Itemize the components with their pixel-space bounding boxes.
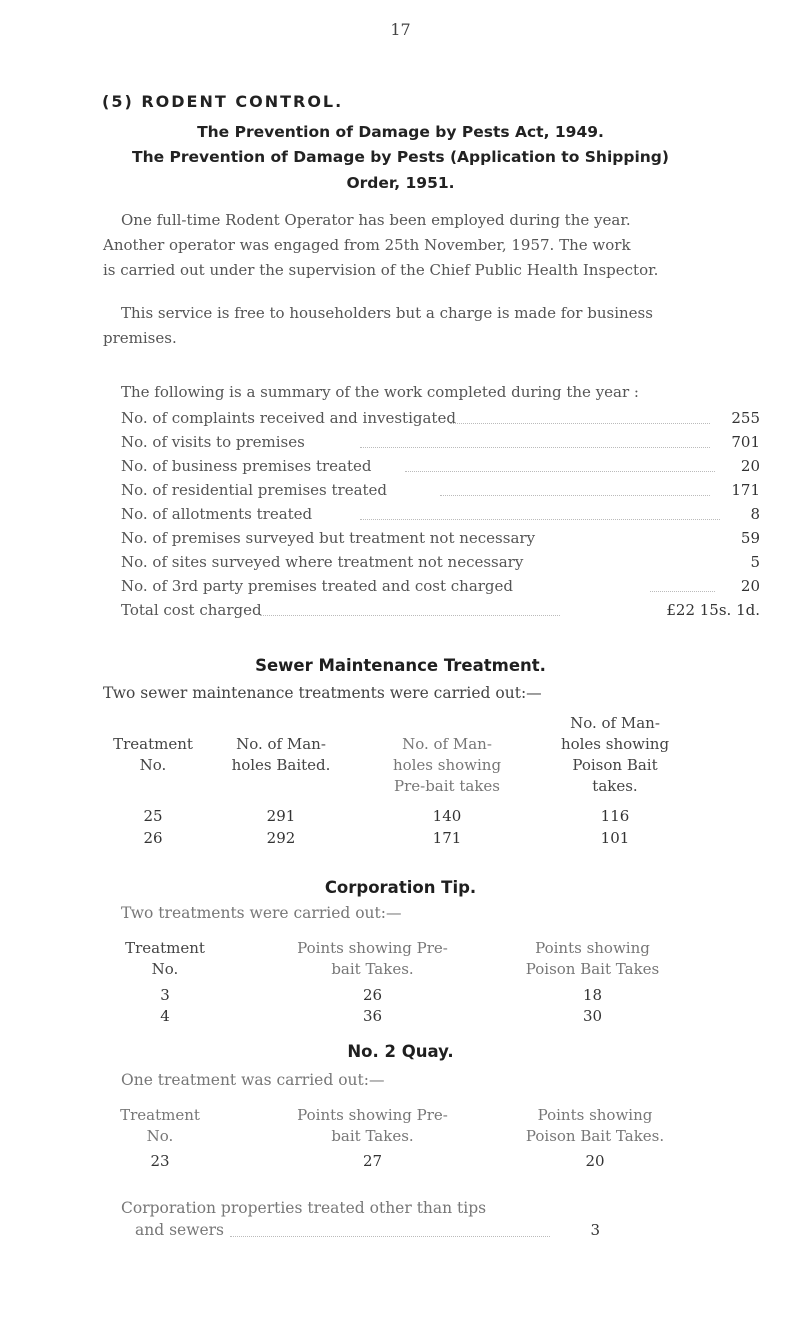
quay-cell: 23 [150,1152,170,1170]
sewer-header-baited [222,734,340,776]
quay-header-prebait [285,1105,460,1147]
leader-dots [405,471,715,472]
summary-value: 255 [731,409,760,427]
tip-header-poison [505,938,680,980]
header-line: Points showing Pre- [297,1106,448,1124]
leader-dots [230,1236,550,1237]
act-title-2: The Prevention of Damage by Pests (Application to Shipping) [132,148,669,166]
leader-dots [260,615,560,616]
footer-line-1: Corporation properties treated other than tips [121,1199,487,1217]
summary-label: No. of 3rd party premises treated and cost charged [121,577,514,595]
summary-label: No. of allotments treated [121,505,313,523]
header-line: Pre-bait takes [394,777,500,795]
header-line: Points showing Pre- [297,939,448,957]
header-line: No. [139,756,167,774]
sewer-cell: 291 [266,807,296,825]
tip-cell: 3 [160,986,170,1004]
footer-value: 3 [590,1221,600,1239]
header-line: No. of Man- [236,735,326,753]
leader-dots [440,495,710,496]
summary-value: 5 [750,553,760,571]
header-line: No. [151,960,179,978]
sewer-cell: 292 [266,829,296,847]
tip-header-prebait [285,938,460,980]
act-title-1: The Prevention of Damage by Pests Act, 1949. [197,123,604,141]
sewer-section-title: Sewer Maintenance Treatment. [255,656,546,675]
summary-value: 8 [750,505,760,523]
section-number: (5) [102,92,134,111]
sewer-cell: 140 [432,807,462,825]
paragraph-line: Another operator was engaged from 25th November, 1957. The work [103,236,631,254]
leader-dots [450,423,710,424]
quay-cell: 27 [362,1152,383,1170]
summary-label: No. of residential premises treated [121,481,388,499]
quay-cell: 20 [585,1152,605,1170]
paragraph-line: This service is free to householders but a charge is made for business [121,304,653,322]
header-line: No. of Man- [570,714,660,732]
leader-dots [360,519,720,520]
tip-cell: 4 [160,1007,170,1025]
paragraph-line: is carried out under the supervision of the Chief Public Health Inspector. [103,261,659,279]
tip-header-treatment [110,938,220,980]
leader-dots [360,447,710,448]
header-line: Treatment [113,735,193,753]
summary-label: No. of visits to premises [121,433,305,451]
header-line: Points showing [535,939,650,957]
header-line: holes showing [392,756,502,774]
header-line: bait Takes. [331,960,414,978]
sewer-cell: 171 [432,829,462,847]
quay-section-title: No. 2 Quay. [347,1042,454,1061]
summary-value: 171 [731,481,760,499]
header-line: Treatment [125,939,205,957]
header-line: holes Baited. [231,756,331,774]
sewer-cell: 101 [600,829,630,847]
section-title: RODENT CONTROL. [141,92,344,111]
header-line: Treatment [120,1106,200,1124]
header-line: Poison Bait Takes. [525,1127,665,1145]
tip-intro: Two treatments were carried out:— [121,904,402,922]
tip-cell: 30 [582,1007,603,1025]
summary-value: 59 [740,529,760,547]
summary-label: No. of sites surveyed where treatment not necessary [121,553,524,571]
header-line: Points showing [537,1106,653,1124]
tip-section-title: Corporation Tip. [324,878,477,897]
summary-label: No. of premises surveyed but treatment not necessary [121,529,536,547]
sewer-cell: 116 [600,807,630,825]
sewer-cell: 25 [143,807,163,825]
tip-cell: 36 [362,1007,383,1025]
summary-label: No. of business premises treated [121,457,372,475]
page-number: 17 [390,20,411,39]
sewer-intro: Two sewer maintenance treatments were carried out:— [103,684,542,702]
act-title-3: Order, 1951. [346,174,455,192]
footer-line-2: and sewers [135,1221,225,1239]
header-line: bait Takes. [331,1127,414,1145]
paragraph-line: One full-time Rodent Operator has been employed during the year. [121,211,631,229]
quay-header-poison [505,1105,685,1147]
sewer-cell: 26 [143,829,163,847]
section-heading [102,92,343,111]
header-line: holes showing [560,735,670,753]
summary-label: Total cost charged [121,601,262,619]
tip-cell: 26 [362,986,383,1004]
summary-intro: The following is a summary of the work completed during the year : [121,383,639,401]
summary-value: 20 [740,457,760,475]
sewer-header-prebait [382,734,512,797]
header-line: No. [146,1127,174,1145]
quay-intro: One treatment was carried out:— [121,1071,385,1089]
summary-value: 20 [740,577,760,595]
summary-value: £22 15s. 1d. [666,601,760,619]
header-line: Poison Bait [572,756,658,774]
header-line: No. of Man- [402,735,492,753]
header-line: Poison Bait Takes [525,960,660,978]
sewer-header-poison [545,713,685,797]
tip-cell: 18 [582,986,603,1004]
summary-label: No. of complaints received and investigated [121,409,456,427]
quay-header-treatment [105,1105,215,1147]
paragraph-line: premises. [103,329,177,347]
summary-value: 701 [731,433,760,451]
sewer-header-treatment [98,734,208,776]
header-line: takes. [592,777,638,795]
